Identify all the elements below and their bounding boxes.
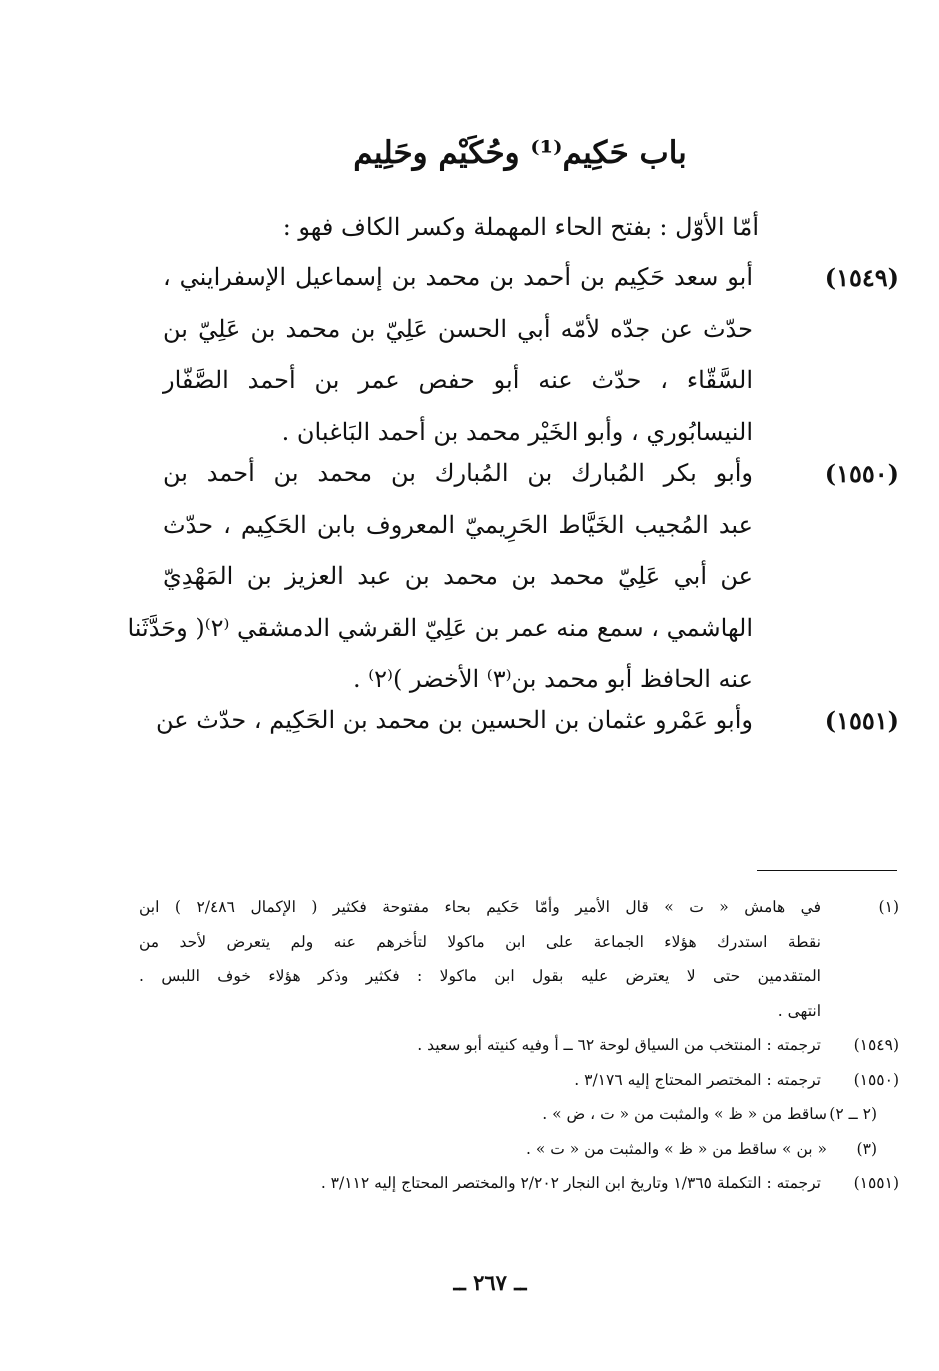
footnote-line: « بن » ساقط من « ظ » والمثبت من « ت » . (525, 1139, 827, 1158)
footnote-1550 (139, 1063, 899, 1098)
footnote-line: نقطة استدرك هؤلاء الجماعة على ابن ماكولا لتأخرهم عنه ولم يتعرض لأحد من (139, 932, 821, 951)
entry-line: وأبو بكر المُبارك بن المُبارك بن محمد بن أحمد بن (163, 459, 753, 487)
footnote-separator (757, 870, 897, 871)
footnote-3 (139, 1132, 899, 1167)
footnote-text (139, 890, 821, 1028)
footnote-text (139, 1028, 821, 1063)
footnote-text (139, 1097, 827, 1132)
footnote-line: انتهى . (777, 1001, 821, 1020)
entry-text (155, 695, 753, 747)
footnote-number: (١) (878, 898, 899, 916)
entry-line: حدّث عن جدّه لأمّه أبي الحسن عَلِيّ بن محمد بن عَلِيّ بن (163, 314, 753, 343)
footnote-2-2 (139, 1097, 899, 1132)
footnote-text (139, 1132, 827, 1167)
footnote-number: (١٥٥١) (853, 1174, 899, 1192)
entry-line: النيسابُوري ، وأبو الخَيْر محمد بن أحمد البَاغبان . (281, 417, 753, 446)
entry-line: السَّقّاء ، حدّث عنه أبو حفص عمر بن أحمد الصَّفّار (163, 366, 753, 394)
entry-line: عبد المُجيب الخَيَّاط الحَرِيميّ المعروف بابن الحَكِيم ، حدّث (163, 510, 753, 539)
footnote-line: المتقدمين حتى لا يعترض عليه بقول ابن ماكولا : فكثير وذكر هؤلاء خوف اللبس . (139, 967, 821, 985)
footnotes (139, 890, 899, 1201)
footnote-line: في هامش « ت » قال الأمير وأمّا حَكيم بحاء مفتوحة فكثير ( الإكمال ٢/٤٨٦ ) ابن (139, 898, 821, 916)
page-number: ــ ٢٦٧ ــ (453, 1270, 527, 1295)
entry-number: (١٥٥٠) (824, 459, 899, 488)
footnote-number: (١٥٥٠) (853, 1070, 899, 1089)
footnote-line: ترجمته : التكملة ١/٣٦٥ وتاريخ ابن النجار ٢/٢٠٢ والمختصر المحتاج إليه ٣/١١٢ . (320, 1174, 821, 1192)
footnote-1549 (139, 1028, 899, 1063)
intro-line: أمّا الأوّل : بفتح الحاء المهملة وكسر الكاف فهو : (282, 213, 759, 241)
footnote-1551 (139, 1166, 899, 1201)
footnote-text (139, 1166, 821, 1201)
entry-line: عن أبي عَلِيّ محمد بن محمد بن عبد العزيز بن المَهْدِيّ (163, 562, 753, 590)
footnote-1 (139, 890, 899, 1028)
footnote-line: ترجمته : المختصر المحتاج إليه ٣/١٧٦ . (574, 1070, 821, 1089)
footnote-number: (٢ ــ ٢) (829, 1105, 877, 1123)
footnote-line: ساقط من « ظ » والمثبت من « ت ، ض » . (542, 1105, 827, 1123)
entry-number: (١٥٥١) (824, 706, 899, 735)
footnote-text (139, 1063, 821, 1098)
entry-line: وأبو عَمْرو عثمان بن الحسين بن محمد بن الحَكِيم ، حدّث عن (155, 706, 753, 734)
entry-number: (١٥٤٩) (824, 263, 899, 292)
entry-line: الهاشمي ، سمع منه عمر بن عَلِيّ القرشي الدمشقي ⁽٢⁾( وحَدَّثَنا (127, 613, 753, 642)
footnote-number: (١٥٤٩) (853, 1036, 899, 1054)
entry-text (127, 448, 753, 706)
footnote-number: (٣) (856, 1139, 877, 1158)
footnote-line: ترجمته : المنتخب من السياق لوحة ٦٢ ــ أ وفيه كنيته أبو سعيد . (417, 1036, 821, 1054)
chapter-heading: باب حَكِيم⁽¹⁾ وحُكَيْم وحَلِيم (353, 135, 687, 171)
entry-text (163, 252, 753, 458)
entry-line: عنه الحافظ أبو محمد بن⁽٣⁾ الأخضر )⁽٢⁾ . (353, 665, 753, 693)
entry-line: أبو سعد حَكِيم بن أحمد بن محمد بن إسماعيل الإسفرايني ، (163, 263, 753, 291)
